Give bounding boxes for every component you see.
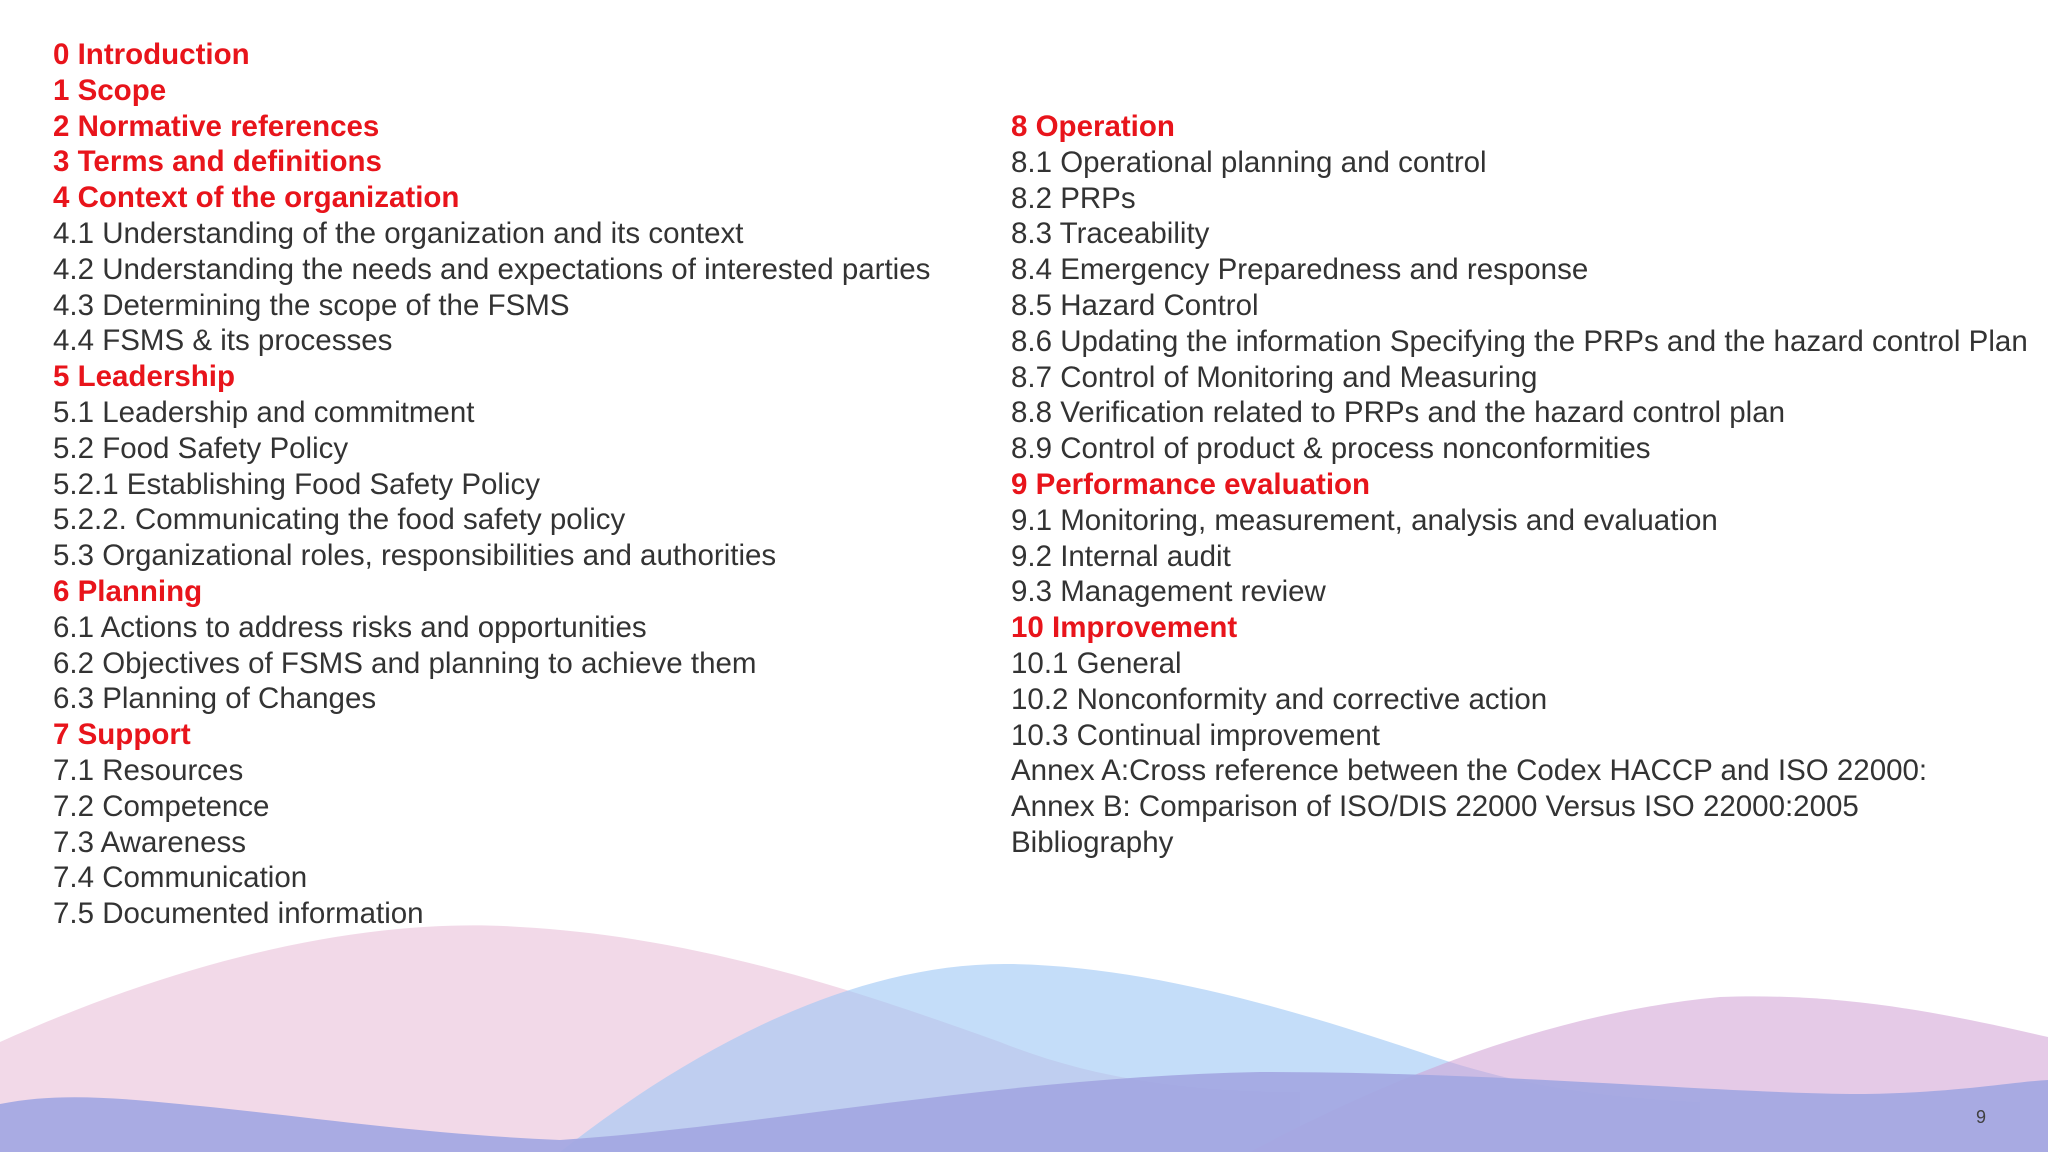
toc-subsection-item: 10.1 General — [1011, 646, 1182, 680]
toc-section-heading: 7 Support — [53, 718, 191, 752]
toc-section-heading: 2 Normative references — [53, 109, 380, 143]
page-number: 9 — [1975, 1107, 1986, 1127]
toc-subsection-item: 8.4 Emergency Preparedness and response — [1011, 253, 1589, 287]
toc-section-heading: 1 Scope — [53, 73, 167, 107]
toc-subsection-item: 5.3 Organizational roles, responsibilities and authorities — [53, 539, 777, 573]
toc-section-heading: 5 Leadership — [53, 360, 235, 394]
toc-subsection-item: 7.3 Awareness — [53, 825, 246, 859]
toc-section-heading: 0 Introduction — [53, 38, 250, 71]
toc-subsection-item: 4.1 Understanding of the organization and its context — [53, 216, 744, 250]
toc-subsection-item: 10.2 Nonconformity and corrective action — [1011, 682, 1548, 716]
toc-section-heading: 4 Context of the organization — [53, 181, 460, 215]
toc-subsection-item: 4.4 FSMS & its processes — [53, 324, 393, 358]
toc-subsection-item: 8.1 Operational planning and control — [1011, 145, 1487, 179]
toc-subsection-item: 8.6 Updating the information Specifying the PRPs and the hazard control Plan — [1011, 324, 2028, 358]
toc-subsection-item: 5.2.2. Communicating the food safety policy — [53, 503, 626, 537]
toc-subsection-item: 5.2.1 Establishing Food Safety Policy — [53, 467, 541, 501]
toc-subsection-item: 8.3 Traceability — [1011, 217, 1210, 251]
toc-left-column — [53, 37, 930, 932]
toc-subsection-item: 8.7 Control of Monitoring and Measuring — [1011, 360, 1538, 394]
toc-subsection-item: 6.1 Actions to address risks and opportunities — [53, 610, 647, 644]
toc-subsection-item: 4.2 Understanding the needs and expectations of interested parties — [53, 252, 931, 286]
decorative-waves — [0, 922, 2048, 1152]
toc-subsection-item: 5.1 Leadership and commitment — [53, 395, 475, 429]
toc-section-heading: 6 Planning — [53, 574, 203, 608]
toc-section-heading: 9 Performance evaluation — [1011, 467, 1371, 501]
toc-subsection-item: 9.3 Management review — [1011, 575, 1326, 609]
toc-subsection-item: Annex B: Comparison of ISO/DIS 22000 Versus ISO 22000:2005 — [1011, 790, 1859, 824]
toc-subsection-item: 7.4 Communication — [53, 861, 308, 895]
toc-subsection-item: Bibliography — [1011, 825, 1174, 859]
toc-subsection-item: 9.2 Internal audit — [1011, 539, 1231, 573]
toc-subsection-item: 6.3 Planning of Changes — [53, 682, 377, 716]
toc-subsection-item: 7.5 Documented information — [53, 897, 424, 931]
toc-subsection-item: 8.2 PRPs — [1011, 181, 1136, 215]
toc-subsection-item: 4.3 Determining the scope of the FSMS — [53, 288, 570, 322]
toc-subsection-item: 10.3 Continual improvement — [1011, 718, 1380, 752]
toc-right-column — [1011, 109, 2028, 861]
toc-section-heading: 3 Terms and definitions — [53, 145, 382, 179]
toc-subsection-item: 9.1 Monitoring, measurement, analysis and evaluation — [1011, 503, 1718, 537]
toc-section-heading: 8 Operation — [1011, 110, 1175, 143]
toc-subsection-item: 7.1 Resources — [53, 753, 244, 787]
toc-subsection-item: 5.2 Food Safety Policy — [53, 431, 349, 465]
toc-subsection-item: 6.2 Objectives of FSMS and planning to achieve them — [53, 646, 757, 680]
toc-section-heading: 10 Improvement — [1011, 611, 1238, 645]
toc-subsection-item: 8.5 Hazard Control — [1011, 288, 1259, 322]
toc-subsection-item: 7.2 Competence — [53, 789, 270, 823]
toc-subsection-item: Annex A:Cross reference between the Codex HACCP and ISO 22000: — [1011, 754, 1928, 788]
toc-subsection-item: 8.8 Verification related to PRPs and the hazard control plan — [1011, 396, 1786, 430]
toc-subsection-item: 8.9 Control of product & process nonconformities — [1011, 432, 1651, 466]
